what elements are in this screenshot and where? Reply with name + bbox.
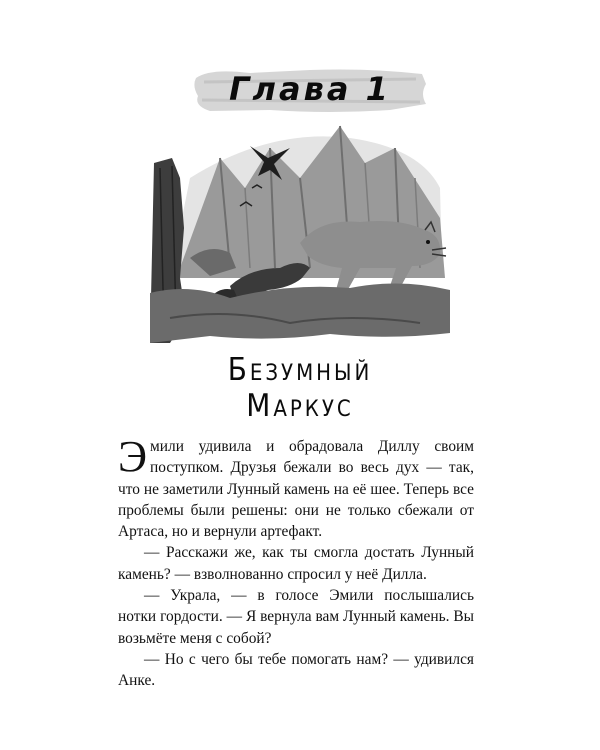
animals-in-mountains-illustration <box>150 118 450 348</box>
paragraph-3: — Украла, — в голосе Эмили послышались нотки гордости. — Я вернула вам Лунный камень. Вы возьмёте меня с собой? <box>118 587 474 647</box>
paragraph-1-text: мили удивила и обрадовала Диллу своим поступком. Друзья бежали во весь дух — так, что не заметили Лунный камень на её шее. Теперь все проблемы были решены: они не только сбежали от Артаса, но и вернули артефакт. <box>118 438 474 541</box>
paragraph-4: — Но с чего бы тебе помогать нам? — удивился Анке. <box>118 650 474 690</box>
chapter-body <box>118 432 474 692</box>
chapter-label: Глава 1 <box>229 70 391 108</box>
chapter-illustration <box>150 118 450 348</box>
drop-cap: Э <box>118 432 148 481</box>
chapter-banner <box>190 64 430 116</box>
paragraph-1 <box>118 432 474 542</box>
chapter-title <box>0 352 600 424</box>
paragraph-2: — Расскажи же, как ты смогла достать Лунный камень? — взволнованно спросил у неё Дилла. <box>118 544 474 583</box>
chapter-title-line-1: Безумный <box>227 352 373 388</box>
chapter-title-line-2: Маркус <box>246 388 354 424</box>
